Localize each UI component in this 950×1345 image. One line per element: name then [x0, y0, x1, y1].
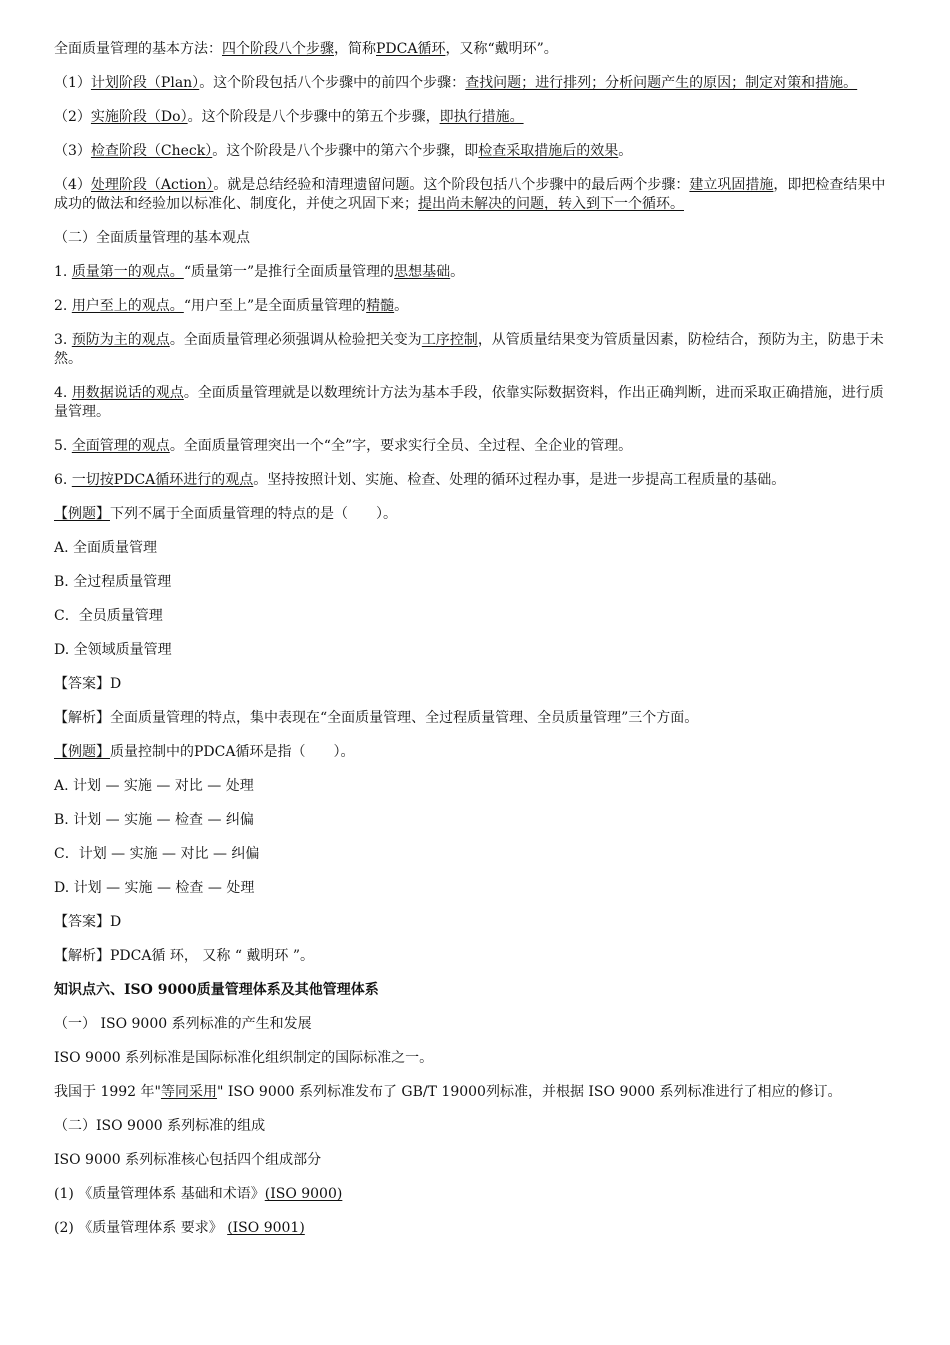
text: “质量第一”是推行全面质量管理的 — [183, 264, 395, 280]
view-item-2 — [54, 297, 890, 316]
text: 。坚持按照计划、实施、检查、处理的循环过程办事，是进一步提高工程质量的基础。 — [253, 472, 786, 488]
example-tag: 【例题】 — [54, 744, 110, 760]
example-1-option-d: D. 全领域质量管理 — [54, 642, 172, 658]
underlined-text: 查找问题；进行排列；分析问题产生的原因；制定对策和措施。 — [465, 75, 858, 91]
text: 5. — [54, 438, 72, 454]
underlined-text: (ISO 9001) — [227, 1220, 305, 1236]
analysis-text: PDCA循 环， 又称 “ 戴明环 ”。 — [110, 948, 315, 964]
text: （1） — [54, 75, 91, 91]
underlined-text: 一切按PDCA循环进行的观点 — [71, 472, 254, 488]
text: 4. — [54, 385, 72, 401]
example-2-option-c: C．计划 — 实施 — 对比 — 纠偏 — [54, 846, 260, 862]
underlined-text: 用数据说话的观点 — [71, 385, 184, 401]
underlined-text: 处理阶段（Action） — [90, 177, 214, 193]
underlined-text: 质量第一的观点。 — [71, 264, 184, 280]
underlined-text: 实施阶段（Do） — [90, 109, 188, 125]
underlined-text: 计划阶段（Plan） — [90, 75, 200, 91]
text: 。 — [394, 298, 409, 314]
analysis-tag: 【解析】 — [54, 710, 110, 726]
underlined-text: 等同采用 — [160, 1084, 217, 1100]
section-title-iso: 知识点六、ISO 9000质量管理体系及其他管理体系 — [54, 982, 379, 998]
underlined-text: (ISO 9000) — [264, 1186, 343, 1202]
text: 全面质量管理的基本方法： — [54, 41, 222, 57]
text: 。全面质量管理就是以数理统计方法为基本手段，依靠实际数据资料，作出正确判断，进而采取正确措施，进行质量管理。 — [54, 385, 884, 420]
example-1-option-c: C．全员质量管理 — [54, 608, 163, 624]
text: 。就是总结经验和清理遗留问题。这个阶段包括八个步骤中的最后两个步骤： — [213, 177, 690, 193]
underlined-text: 工序控制 — [421, 332, 478, 348]
pdca-action-stage — [54, 176, 890, 214]
question-text: 质量控制中的PDCA循环是指（ ）。 — [110, 744, 355, 760]
text: (2) 《质量管理体系 要求》 — [54, 1220, 228, 1236]
underlined-text: PDCA循环 — [376, 41, 446, 57]
text: 。 — [450, 264, 465, 280]
underlined-text: 检查阶段（Check） — [90, 143, 213, 159]
underlined-text: 用户至上的观点。 — [71, 298, 184, 314]
text: ，即把检查结果中成功的做法和经验加以标准化、制度化，并使之巩固下来； — [54, 177, 886, 212]
text: （4） — [54, 177, 91, 193]
question-text: 下列不属于全面质量管理的特点的是（ ）。 — [110, 506, 397, 522]
text: ，简称 — [334, 41, 376, 57]
underlined-text: 精髓 — [366, 298, 395, 314]
text: 。全面质量管理突出一个“全”字，要求实行全员、全过程、全企业的管理。 — [169, 438, 633, 454]
text: “用户至上”是全面质量管理的 — [183, 298, 367, 314]
example-1-stem — [54, 505, 890, 524]
text: 。这个阶段是八个步骤中的第五个步骤， — [187, 109, 440, 125]
views-heading: （二）全面质量管理的基本观点 — [54, 230, 250, 246]
example-1-analysis — [54, 709, 890, 728]
text: " ISO 9000 系列标准发布了 GB/T 19000列标准，并根据 ISO 9000 系列标准进行了相应的修订。 — [216, 1084, 842, 1100]
text: (1) 《质量管理体系 基础和术语》 — [54, 1186, 265, 1202]
iso-paragraph-3: ISO 9000 系列标准核心包括四个组成部分 — [54, 1152, 322, 1168]
view-item-5 — [54, 437, 890, 456]
text: 。全面质量管理必须强调从检验把关变为 — [169, 332, 422, 348]
text: ，又称“戴明环”。 — [445, 41, 558, 57]
pdca-check-stage — [54, 142, 890, 161]
example-1-answer: 【答案】D — [54, 676, 122, 692]
analysis-text: 全面质量管理的特点，集中表现在“全面质量管理、全过程质量管理、全员质量管理”三个方面。 — [110, 710, 699, 726]
underlined-text: 思想基础 — [394, 264, 451, 280]
text: 3. — [54, 332, 72, 348]
text: （3） — [54, 143, 91, 159]
text: 。这个阶段包括八个步骤中的前四个步骤： — [199, 75, 466, 91]
text: 我国于 1992 年" — [54, 1084, 161, 1100]
underlined-text: 预防为主的观点 — [71, 332, 170, 348]
iso-subheading-1: （一） ISO 9000 系列标准的产生和发展 — [54, 1016, 312, 1032]
text: 。这个阶段是八个步骤中的第六个步骤，即 — [212, 143, 479, 159]
example-2-analysis — [54, 947, 890, 966]
example-2-option-d: D. 计划 — 实施 — 检查 — 处理 — [54, 880, 255, 896]
example-2-option-b: B. 计划 — 实施 — 检查 — 纠偏 — [54, 812, 254, 828]
pdca-do-stage — [54, 108, 890, 127]
iso-subheading-2: （二）ISO 9000 系列标准的组成 — [54, 1118, 266, 1134]
view-item-6 — [54, 471, 890, 490]
example-1-option-b: B. 全过程质量管理 — [54, 574, 172, 590]
view-item-3 — [54, 331, 890, 369]
text: ，从管质量结果变为管质量因素，防检结合，预防为主，防患于未然。 — [54, 332, 884, 367]
pdca-plan-stage — [54, 74, 890, 93]
example-tag: 【例题】 — [54, 506, 110, 522]
underlined-text: 建立巩固措施 — [689, 177, 774, 193]
text: 6. — [54, 472, 72, 488]
example-1-option-a: A. 全面质量管理 — [54, 540, 158, 556]
underlined-text: 即执行措施。 — [439, 109, 524, 125]
text: 。 — [618, 143, 633, 159]
view-item-1 — [54, 263, 890, 282]
text: 2. — [54, 298, 72, 314]
iso-paragraph-1: ISO 9000 系列标准是国际标准化组织制定的国际标准之一。 — [54, 1050, 434, 1066]
example-2-stem — [54, 743, 890, 762]
example-2-answer: 【答案】D — [54, 914, 122, 930]
underlined-text: 提出尚未解决的问题，转入到下一个循环。 — [418, 196, 684, 212]
example-2-option-a: A. 计划 — 实施 — 对比 — 处理 — [54, 778, 254, 794]
text: （2） — [54, 109, 91, 125]
underlined-text: 全面管理的观点 — [71, 438, 170, 454]
underlined-text: 四个阶段八个步骤 — [222, 41, 334, 57]
analysis-tag: 【解析】 — [54, 948, 110, 964]
underlined-text: 检查采取措施后的效果 — [478, 143, 619, 159]
pdca-intro — [54, 40, 890, 59]
text: 1. — [54, 264, 72, 280]
iso-item-2 — [54, 1219, 890, 1238]
view-item-4 — [54, 384, 890, 422]
iso-paragraph-2 — [54, 1083, 890, 1102]
iso-item-1 — [54, 1185, 890, 1204]
